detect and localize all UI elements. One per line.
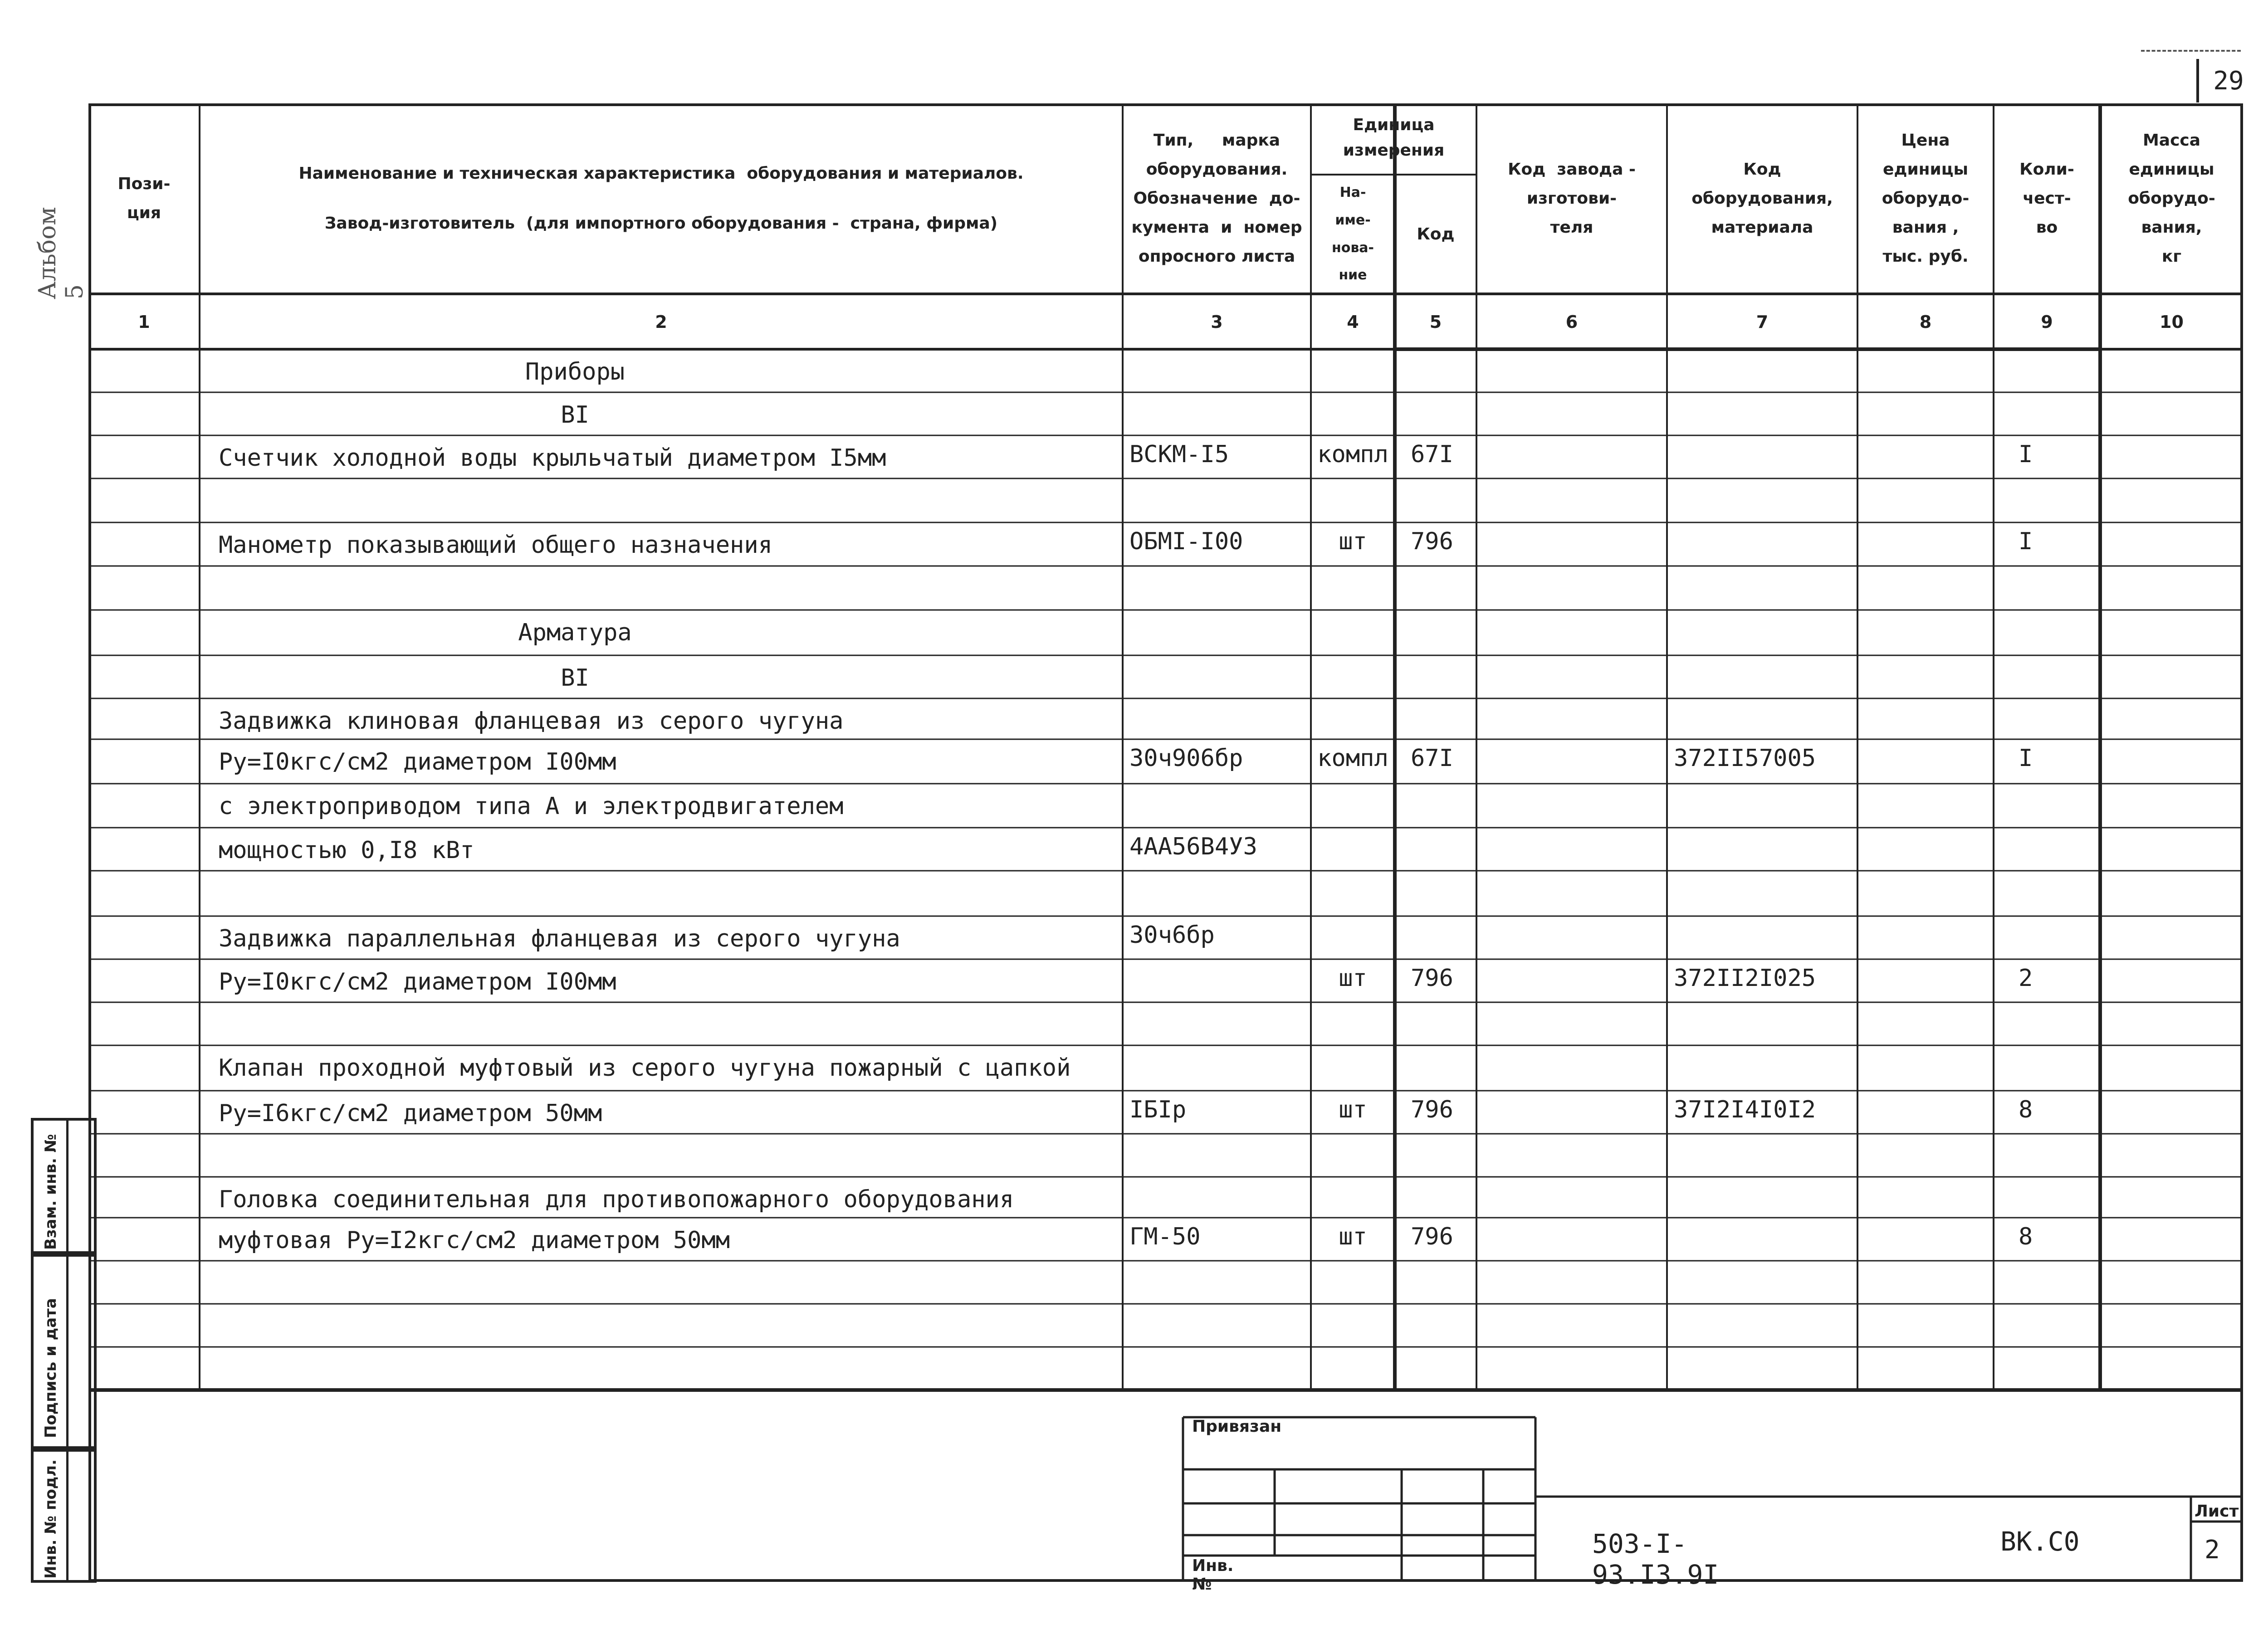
row-unit: компл xyxy=(1317,441,1388,468)
row-type: 30ч6бр xyxy=(1129,922,1215,949)
row-unit: шт xyxy=(1339,1223,1367,1250)
row-type: ВСКМ-I5 xyxy=(1129,441,1229,468)
row-unit: шт xyxy=(1339,528,1367,555)
bound-label: Привязан xyxy=(1192,1417,1282,1436)
row-material-code: 372II57005 xyxy=(1674,745,1816,772)
stamp-label: Взам. инв. № xyxy=(42,1134,60,1250)
row-section-title: ВI xyxy=(561,401,589,429)
row-type: IБIр xyxy=(1129,1096,1187,1123)
column-number: 5 xyxy=(1429,312,1442,332)
row-quantity: 8 xyxy=(2019,1223,2033,1250)
row-type: 30ч906бр xyxy=(1129,745,1243,772)
row-name: мощностью 0,I8 кВт xyxy=(219,837,474,864)
row-material-code: 372II2I025 xyxy=(1674,965,1816,992)
column-header: Наименование и техническая характеристика оборудования и материалов. Завод-изготовитель (для импортного оборудования - страна, фирма) xyxy=(298,164,1024,233)
row-unit-code: 796 xyxy=(1411,1096,1453,1123)
album-label: Альбом 5 xyxy=(34,207,88,299)
row-quantity: I xyxy=(2019,528,2033,555)
column-number: 4 xyxy=(1347,312,1359,332)
row-type: 4АА56В4У3 xyxy=(1129,833,1257,860)
row-type: ГМ-50 xyxy=(1129,1223,1201,1250)
row-name: Манометр показывающий общего назначения xyxy=(219,532,772,559)
document-mark: ВК.С0 xyxy=(2000,1526,2080,1557)
column-number: 10 xyxy=(2160,312,2184,332)
column-number: 6 xyxy=(1565,312,1578,332)
row-name: Ру=I6кгс/см2 диаметром 50мм xyxy=(219,1100,602,1127)
row-name: муфтовая Ру=I2кгс/см2 диаметром 50мм xyxy=(219,1227,730,1254)
column-header: На- име- нова- ние xyxy=(1331,185,1374,283)
column-header: Код завода - изготови- теля xyxy=(1508,160,1636,237)
row-name: Клапан проходной муфтовый из серого чугуна пожарный с цапкой xyxy=(219,1054,1071,1082)
row-name: с электроприводом типа А и электродвигателем xyxy=(219,793,844,820)
row-material-code: 37I2I4I0I2 xyxy=(1674,1096,1816,1123)
row-name: Задвижка клиновая фланцевая из серого чугуна xyxy=(219,707,844,735)
column-number: 2 xyxy=(655,312,667,332)
column-number: 9 xyxy=(2041,312,2053,332)
row-section-title: Приборы xyxy=(525,358,625,385)
stamp-label: Подпись и дата xyxy=(42,1298,60,1438)
row-unit: шт xyxy=(1339,1096,1367,1123)
row-unit-code: 796 xyxy=(1411,528,1453,555)
column-number: 1 xyxy=(138,312,150,332)
sheet-number: 2 xyxy=(2204,1535,2220,1565)
column-header: Пози- ция xyxy=(117,175,171,222)
row-section-title: ВI xyxy=(561,664,589,692)
row-unit-code: 67I xyxy=(1411,745,1453,772)
row-unit-code: 796 xyxy=(1411,1223,1453,1250)
column-header: Коли- чест- во xyxy=(2019,160,2074,237)
row-quantity: I xyxy=(2019,745,2033,772)
page-number: 29 xyxy=(2196,59,2258,102)
row-section-title: Арматура xyxy=(518,619,632,646)
column-number: 8 xyxy=(1919,312,1932,332)
document-code: 503-I-93.I3.9I xyxy=(1592,1528,1719,1590)
row-quantity: 2 xyxy=(2019,965,2033,992)
row-unit-code: 67I xyxy=(1411,441,1453,468)
sheet-label: Лист xyxy=(2195,1502,2239,1521)
row-quantity: 8 xyxy=(2019,1096,2033,1123)
column-header: Цена единицы оборудо- вания , тыс. руб. xyxy=(1882,131,1970,266)
row-name: Головка соединительная для противопожарного оборудования xyxy=(219,1186,1014,1213)
row-unit: шт xyxy=(1339,965,1367,992)
column-header: Код оборудования, материала xyxy=(1691,160,1833,237)
row-name: Ру=I0кгс/см2 диаметром I00мм xyxy=(219,968,616,995)
column-header: Масса единицы оборудо- вания, кг xyxy=(2128,131,2215,266)
row-name: Счетчик холодной воды крыльчатый диаметром I5мм xyxy=(219,444,886,472)
stamp-label: Инв. № подл. xyxy=(42,1459,60,1579)
row-unit-code: 796 xyxy=(1411,965,1453,992)
column-number: 3 xyxy=(1211,312,1223,332)
column-header: Код xyxy=(1417,224,1455,244)
column-number: 7 xyxy=(1756,312,1769,332)
unit-group-header: Единица измерения xyxy=(1343,116,1445,160)
inv-label: Инв. № xyxy=(1192,1556,1234,1594)
row-name: Ру=I0кгс/см2 диаметром I00мм xyxy=(219,748,616,776)
column-header: Тип, марка оборудования. Обозначение до- кумента и номер опросного листа xyxy=(1131,131,1302,266)
row-name: Задвижка параллельная фланцевая из серого чугуна xyxy=(219,925,900,952)
row-type: ОБМI-I00 xyxy=(1129,528,1243,555)
row-unit: компл xyxy=(1317,745,1388,772)
row-quantity: I xyxy=(2019,441,2033,468)
